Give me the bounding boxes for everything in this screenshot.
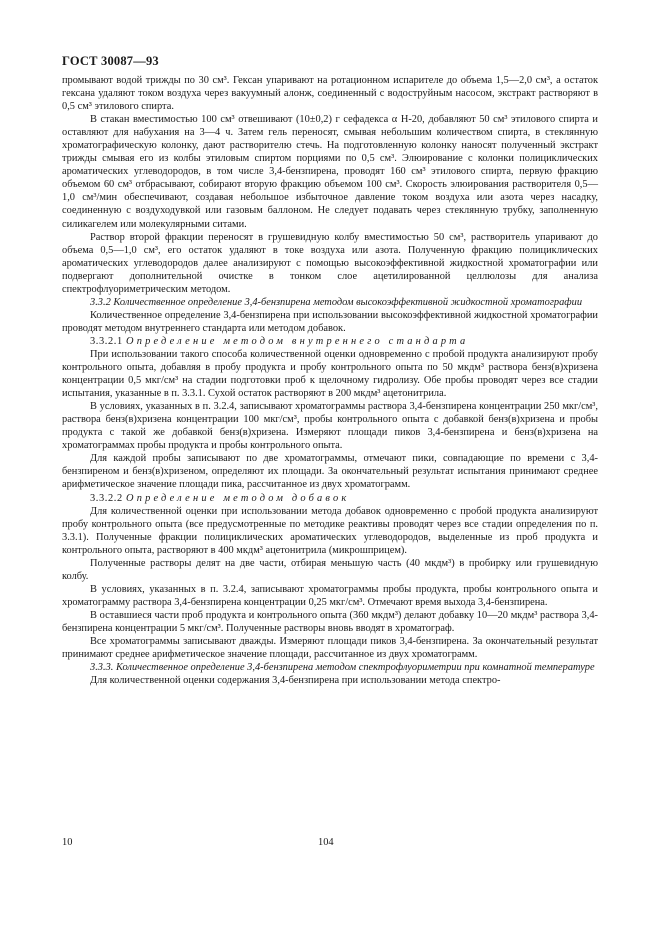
paragraph-2: В стакан вместимостью 100 см³ отвешивают (10±0,2) г сефадекса α Н-20, добавляют 50 см³ этилового спирта и оставляют для набухания на 3—4 ч. Затем гель переносят, смывая небольшим количеством спирта, в стеклянную хроматографическую колонку, дают растворителю стечь. На подготовленную колонку наносят полученный экстракт трижды смывая его из колбы этиловым спиртом порциями по 0,5 см³. Элюирование с колонки полициклических ароматических углеводородов, в том числе 3,4-бензпирена, проводят 160 см³ этилового спирта, первую фракцию объемом 60 см³ отбрасывают, собирают вторую фракцию объемом 100 см³. Скорость элюирования растворителя 0,5—1,0 см³/мин обеспечивают, создавая небольшое избыточное давление током воздуха или азота через насадку, соединенную с воздуходувкой или газовым баллоном. Не следует подавать через стеклянную трубку, заполненную силикагелем или молекулярными ситами. [62,114,598,230]
subsection-heading-3-3-2-1 [62,335,598,348]
paragraph-5: При использовании такого способа количественной оценки одновременно с пробой продукта анализируют пробу контрольного опыта, добавляя в пробу продукта и пробу контрольного опыта по 50 мкдм³ раствора бенз(в)хризена концентрации 0,5 мкг/см³ на стадии подготовки проб к щелочному гидролизу. Обе пробы проводят через все стадии испытания, указанные в п. 3.3.1. Сухой остаток растворяют в 200 мкдм³ ацетонитрила. [62,348,598,400]
paragraph-13: Для количественной оценки содержания 3,4-бензпирена при использовании метода спектро- [90,675,501,687]
subsection-number: 3.3.2.2 [90,492,123,504]
paragraph-3: Раствор второй фракции переносят в грушевидную колбу вместимостью 50 см³, растворитель упаривают до объема 0,5—1,0 см³, его остаток удаляют в токе воздуха или азота. Полученную фракцию полициклических ароматических углеводородов далее анализируют с помощью высокоэффективной жидкостной хроматографии или подвергают дополнительной очистке в тонком слое ацетилированной целлюлозы для анализа спектрофлуориметрическим методом. [62,231,598,295]
paragraph-12: Все хроматограммы записывают дважды. Измеряют площади пиков 3,4-бензпирена. За окончательный результат принимают среднее арифметическое значение площади, рассчитанное из двух хроматограмм. [62,636,598,661]
subsection-heading-3-3-2-2 [62,492,598,505]
paragraph-8: Для количественной оценки при использовании метода добавок одновременно с пробой продукта анализируют пробу контрольного опыта (все предусмотренные по методике реактивы проводят через все стадии определения по п. 3.3.1). Полученные фракции полициклических ароматических углеводородов, выделенные из проб продукта и контрольного опыта, растворяют в 400 мкдм³ ацетонитрила (микрошприцем). [62,505,598,556]
subsection-number: 3.3.2.1 [90,335,123,347]
document-body [62,74,598,687]
document-header: ГОСТ 30087—93 [62,54,159,68]
paragraph-6: В условиях, указанных в п. 3.2.4, записывают хроматограммы раствора 3,4-бензпирена концентрации 250 мкг/см³, раствора бенз(в)хризена концентрации 100 мкг/см³, пробы контрольного опыта с добавкой бенз(в)хризена и пробы продукта с такой же добавкой бенз(в)хризена. Измеряют площади пиков 3,4-бензпирена и бенз(в)хризена на хроматограммах пробы продукта и пробы контрольного опыта. [62,401,598,452]
footer-left-number: 10 [62,837,73,848]
page-footer [62,837,598,851]
section-heading-3-3-2: 3.3.2 Количественное определение 3,4-бензпирена методом высокоэффективной жидкостной хроматографии [90,296,583,308]
paragraph-9: Полученные растворы делят на две части, отбирая меньшую часть (40 мкдм³) в пробирку или грушевидную колбу. [62,557,598,582]
paragraph-10: В условиях, указанных в п. 3.2.4, записывают хроматограммы пробы продукта, пробы контрольного опыта и хроматограмму раствора 3,4-бензпирена концентрации 0,25 мкг/см³. Отмечают время выхода 3,4-бензпирена. [62,583,598,608]
paragraph-7: Для каждой пробы записывают по две хроматограммы, отмечают пики, совпадающие по времени с 3,4-бензпиреном и бенз(в)хризеном, определяют их площади. За окончательный результат испытания принимают среднее арифметическое значение площади пика, рассчитанное из двух хроматограмм. [62,453,598,491]
subsection-title: Определение методом добавок [125,492,350,504]
paragraph-1: промывают водой трижды по 30 см³. Гексан упаривают на ротационном испарителе до объема 1,5—2,0 см³, а остаток гексана удаляют током воздуха через вакуумный алонж, соединенный с водоструйным насосом, экстракт растворяют в 0,5 см³ этилового спирта. [62,75,598,113]
subsection-title: Определение методом внутреннего стандарта [125,335,469,347]
page-number: 104 [318,837,334,848]
paragraph-11: В оставшиеся части проб продукта и контрольного опыта (360 мкдм³) делают добавку 10—20 мкдм³ раствора 3,4-бензпирена концентрации 5 мкг/см³. Полученные растворы вновь вводят в хроматограф. [62,609,598,634]
section-heading-3-3-3: 3.3.3. Количественное определение 3,4-бензпирена методом спектрофлуориметрии при комнатной температуре [90,662,595,674]
paragraph-4: Количественное определение 3,4-бензпирена при использовании высокоэффективной жидкостной хроматографии проводят методом внутреннего стандарта или методом добавок. [62,309,598,334]
